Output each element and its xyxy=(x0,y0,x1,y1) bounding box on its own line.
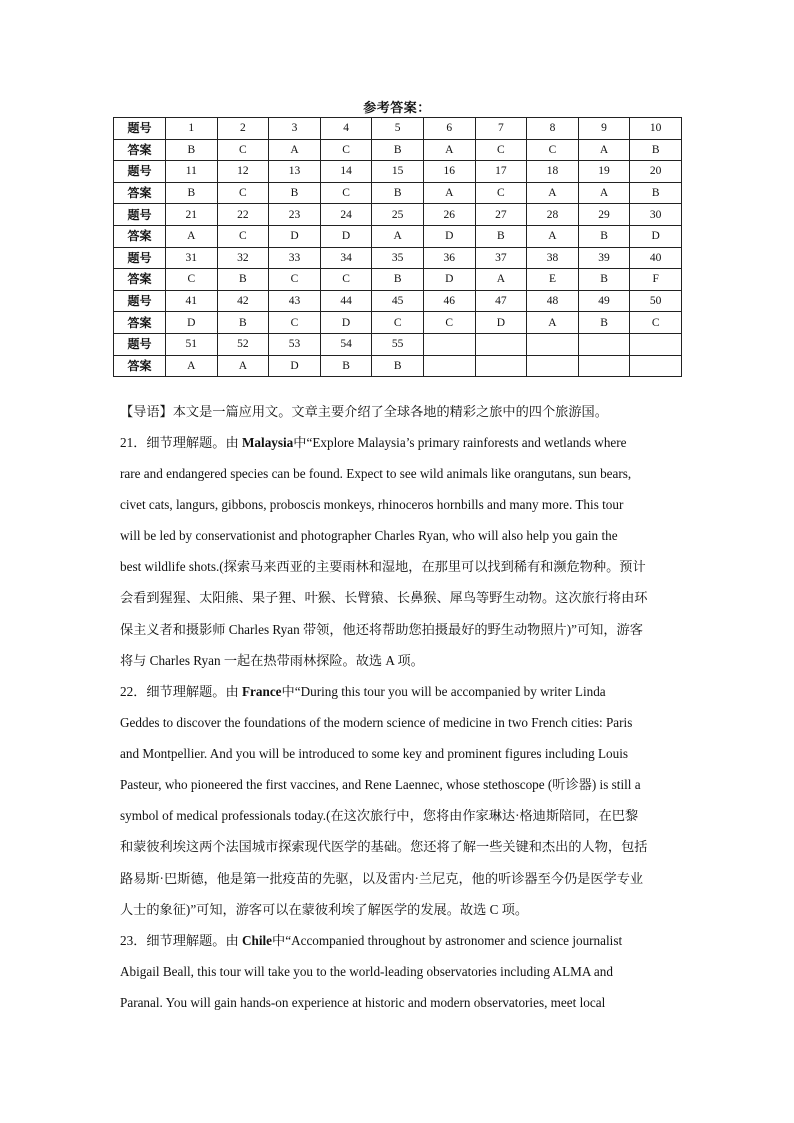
table-row xyxy=(114,139,682,161)
paragraph-line: best wildlife shots.(探索马来西亚的主要雨林和湿地，在那里可以找到稀有和濒危物种。预计 xyxy=(120,559,646,575)
table-row xyxy=(114,182,682,204)
row-label: 题号 xyxy=(114,204,166,226)
table-cell: B xyxy=(217,312,269,334)
table-cell: C xyxy=(630,312,682,334)
table-cell: B xyxy=(372,139,424,161)
country-keyword: France xyxy=(241,684,282,699)
table-cell: 21 xyxy=(166,204,218,226)
table-cell: D xyxy=(423,225,475,247)
paragraph-line: 路易斯·巴斯德，他是第一批疫苗的先驱，以及雷内·兰尼克，他的听诊器至今仍是医学专业 xyxy=(120,870,644,886)
table-cell: 31 xyxy=(166,247,218,269)
table-cell: B xyxy=(372,355,424,377)
row-label: 答案 xyxy=(114,182,166,204)
table-cell: A xyxy=(475,269,527,291)
table-cell: 3 xyxy=(269,118,321,140)
paragraph-line: 和蒙彼利埃这两个法国城市探索现代医学的基础。您还将了解一些关键和杰出的人物，包括 xyxy=(120,839,648,855)
paragraph-line: Geddes to discover the foundations of the modern science of medicine in two French cities: Paris xyxy=(120,715,633,731)
table-cell: 19 xyxy=(578,161,630,183)
paragraph-line: and Montpellier. And you will be introduced to some key and prominent figures including Louis xyxy=(120,746,629,762)
table-cell: 15 xyxy=(372,161,424,183)
table-cell: B xyxy=(372,269,424,291)
table-cell xyxy=(578,333,630,355)
table-cell: D xyxy=(269,355,321,377)
explanation-23 xyxy=(120,925,680,1018)
table-cell: 17 xyxy=(475,161,527,183)
paragraph-line xyxy=(120,676,680,707)
table-cell: B xyxy=(166,139,218,161)
table-cell: 30 xyxy=(630,204,682,226)
table-cell: 4 xyxy=(320,118,372,140)
table-cell: 25 xyxy=(372,204,424,226)
table-row xyxy=(114,290,682,312)
table-cell xyxy=(475,333,527,355)
paragraph-line: 人士的象征)”可知，游客可以在蒙彼利埃了解医学的发展。故选 C 项。 xyxy=(120,901,529,917)
table-row xyxy=(114,333,682,355)
table-cell: 13 xyxy=(269,161,321,183)
table-cell: C xyxy=(475,139,527,161)
table-cell: B xyxy=(630,182,682,204)
paragraph-line: rare and endangered species can be found. Expect to see wild animals like orangutans, sun bears, xyxy=(120,466,632,482)
table-cell: A xyxy=(166,355,218,377)
table-cell: E xyxy=(527,269,579,291)
table-cell: C xyxy=(527,139,579,161)
table-cell: B xyxy=(372,182,424,204)
table-cell: D xyxy=(269,225,321,247)
table-cell: 36 xyxy=(423,247,475,269)
table-cell: D xyxy=(166,312,218,334)
table-row xyxy=(114,247,682,269)
table-cell: A xyxy=(372,225,424,247)
table-cell: 9 xyxy=(578,118,630,140)
table-row xyxy=(114,225,682,247)
line-text: 中“Explore Malaysia’s primary rainforests and wetlands where xyxy=(293,435,627,450)
table-cell xyxy=(527,355,579,377)
table-cell: 29 xyxy=(578,204,630,226)
line-text: 中“Accompanied throughout by astronomer and science journalist xyxy=(272,933,623,948)
row-label: 答案 xyxy=(114,225,166,247)
table-cell: D xyxy=(475,312,527,334)
country-keyword: Malaysia xyxy=(241,435,294,450)
paragraph-line: Paranal. You will gain hands-on experience at historic and modern observatories, meet local xyxy=(120,995,606,1011)
table-cell: 6 xyxy=(423,118,475,140)
table-cell: 23 xyxy=(269,204,321,226)
line-text: 中“During this tour you will be accompanied by writer Linda xyxy=(281,684,606,699)
table-cell: D xyxy=(630,225,682,247)
table-row xyxy=(114,204,682,226)
table-row xyxy=(114,118,682,140)
table-cell: 20 xyxy=(630,161,682,183)
table-cell: C xyxy=(269,312,321,334)
table-cell: B xyxy=(269,182,321,204)
table-cell: 18 xyxy=(527,161,579,183)
table-cell: 40 xyxy=(630,247,682,269)
table-row xyxy=(114,355,682,377)
table-cell: 51 xyxy=(166,333,218,355)
table-cell: 7 xyxy=(475,118,527,140)
table-cell: 24 xyxy=(320,204,372,226)
table-cell: C xyxy=(320,182,372,204)
table-cell: A xyxy=(423,139,475,161)
table-cell: 12 xyxy=(217,161,269,183)
table-cell: 8 xyxy=(527,118,579,140)
intro-text: 【导语】本文是一篇应用文。文章主要介绍了全球各地的精彩之旅中的四个旅游国。 xyxy=(120,404,608,419)
table-cell: C xyxy=(166,269,218,291)
table-cell: 45 xyxy=(372,290,424,312)
table-cell: A xyxy=(269,139,321,161)
table-cell: 52 xyxy=(217,333,269,355)
answer-table xyxy=(113,117,682,377)
table-cell: 28 xyxy=(527,204,579,226)
table-cell: 41 xyxy=(166,290,218,312)
answer-key-title: 参考答案： xyxy=(363,101,431,116)
question-prefix: 21．细节理解题。由 xyxy=(120,435,242,450)
table-cell: 35 xyxy=(372,247,424,269)
table-cell: C xyxy=(320,269,372,291)
explanation-22 xyxy=(120,676,680,925)
table-cell: A xyxy=(217,355,269,377)
table-cell: C xyxy=(320,139,372,161)
table-cell xyxy=(578,355,630,377)
table-cell xyxy=(423,333,475,355)
paragraph-line: symbol of medical professionals today.(在这次旅行中，您将由作家琳达·格迪斯陪同，在巴黎 xyxy=(120,808,639,824)
table-cell: 11 xyxy=(166,161,218,183)
table-cell: 22 xyxy=(217,204,269,226)
row-label: 答案 xyxy=(114,312,166,334)
table-cell: 16 xyxy=(423,161,475,183)
table-cell: 34 xyxy=(320,247,372,269)
paragraph-line xyxy=(120,925,680,956)
table-cell: 1 xyxy=(166,118,218,140)
paragraph-line: 将与 Charles Ryan 一起在热带雨林探险。故选 A 项。 xyxy=(120,652,424,668)
table-cell: 47 xyxy=(475,290,527,312)
table-cell: B xyxy=(217,269,269,291)
table-cell: C xyxy=(423,312,475,334)
question-prefix: 22．细节理解题。由 xyxy=(120,684,242,699)
table-cell: B xyxy=(630,139,682,161)
row-label: 答案 xyxy=(114,269,166,291)
table-cell: 32 xyxy=(217,247,269,269)
row-label: 答案 xyxy=(114,355,166,377)
paragraph-line: 会看到猩猩、太阳熊、果子狸、叶猴、长臂猿、长鼻猴、犀鸟等野生动物。这次旅行将由环 xyxy=(120,590,648,606)
table-cell: C xyxy=(217,225,269,247)
table-cell: 39 xyxy=(578,247,630,269)
row-label: 题号 xyxy=(114,247,166,269)
table-row xyxy=(114,269,682,291)
table-cell: A xyxy=(527,182,579,204)
table-cell: 54 xyxy=(320,333,372,355)
table-cell: 46 xyxy=(423,290,475,312)
row-label: 答案 xyxy=(114,139,166,161)
paragraph-line: Abigail Beall, this tour will take you to the world-leading observatories including ALMA and xyxy=(120,964,613,980)
table-cell: C xyxy=(217,182,269,204)
table-cell: F xyxy=(630,269,682,291)
table-cell: B xyxy=(578,225,630,247)
table-cell: 2 xyxy=(217,118,269,140)
table-cell: D xyxy=(423,269,475,291)
table-cell: C xyxy=(217,139,269,161)
guide-intro xyxy=(120,396,680,427)
table-cell: 37 xyxy=(475,247,527,269)
table-cell: 44 xyxy=(320,290,372,312)
table-cell: 38 xyxy=(527,247,579,269)
table-cell: 14 xyxy=(320,161,372,183)
table-cell: A xyxy=(166,225,218,247)
paragraph-line: will be led by conservationist and photographer Charles Ryan, who will also help you gain the xyxy=(120,528,618,544)
table-cell: 43 xyxy=(269,290,321,312)
table-row xyxy=(114,161,682,183)
table-cell: B xyxy=(578,312,630,334)
explanation-21 xyxy=(120,427,680,676)
table-cell: 53 xyxy=(269,333,321,355)
table-cell: 10 xyxy=(630,118,682,140)
table-cell xyxy=(475,355,527,377)
table-cell: 55 xyxy=(372,333,424,355)
table-cell: 42 xyxy=(217,290,269,312)
table-cell: A xyxy=(423,182,475,204)
row-label: 题号 xyxy=(114,161,166,183)
paragraph-line: civet cats, langurs, gibbons, proboscis monkeys, rhinoceros hornbills and many more. This tour xyxy=(120,497,624,513)
row-label: 题号 xyxy=(114,290,166,312)
row-label: 题号 xyxy=(114,333,166,355)
table-cell xyxy=(630,355,682,377)
table-row xyxy=(114,312,682,334)
paragraph-line: 保主义者和摄影师 Charles Ryan 带领，他还将帮助您拍摄最好的野生动物照片)”可知，游客 xyxy=(120,621,643,637)
country-keyword: Chile xyxy=(241,933,273,948)
table-cell: C xyxy=(475,182,527,204)
table-cell: 49 xyxy=(578,290,630,312)
table-cell: B xyxy=(578,269,630,291)
table-cell: C xyxy=(372,312,424,334)
table-cell: 5 xyxy=(372,118,424,140)
table-cell: B xyxy=(320,355,372,377)
table-cell: D xyxy=(320,312,372,334)
row-label: 题号 xyxy=(114,118,166,140)
table-cell: A xyxy=(527,225,579,247)
table-cell: B xyxy=(166,182,218,204)
table-cell: A xyxy=(527,312,579,334)
table-cell: C xyxy=(269,269,321,291)
table-cell: A xyxy=(578,139,630,161)
table-cell xyxy=(527,333,579,355)
table-cell: 48 xyxy=(527,290,579,312)
table-cell: 26 xyxy=(423,204,475,226)
table-cell: 27 xyxy=(475,204,527,226)
table-cell xyxy=(423,355,475,377)
table-cell: D xyxy=(320,225,372,247)
table-cell: 33 xyxy=(269,247,321,269)
question-prefix: 23．细节理解题。由 xyxy=(120,933,242,948)
table-cell xyxy=(630,333,682,355)
table-cell: A xyxy=(578,182,630,204)
paragraph-line: Pasteur, who pioneered the first vaccines, and Rene Laennec, whose stethoscope (听诊器) is still a xyxy=(120,777,641,793)
table-cell: B xyxy=(475,225,527,247)
table-cell: 50 xyxy=(630,290,682,312)
paragraph-line xyxy=(120,427,680,458)
